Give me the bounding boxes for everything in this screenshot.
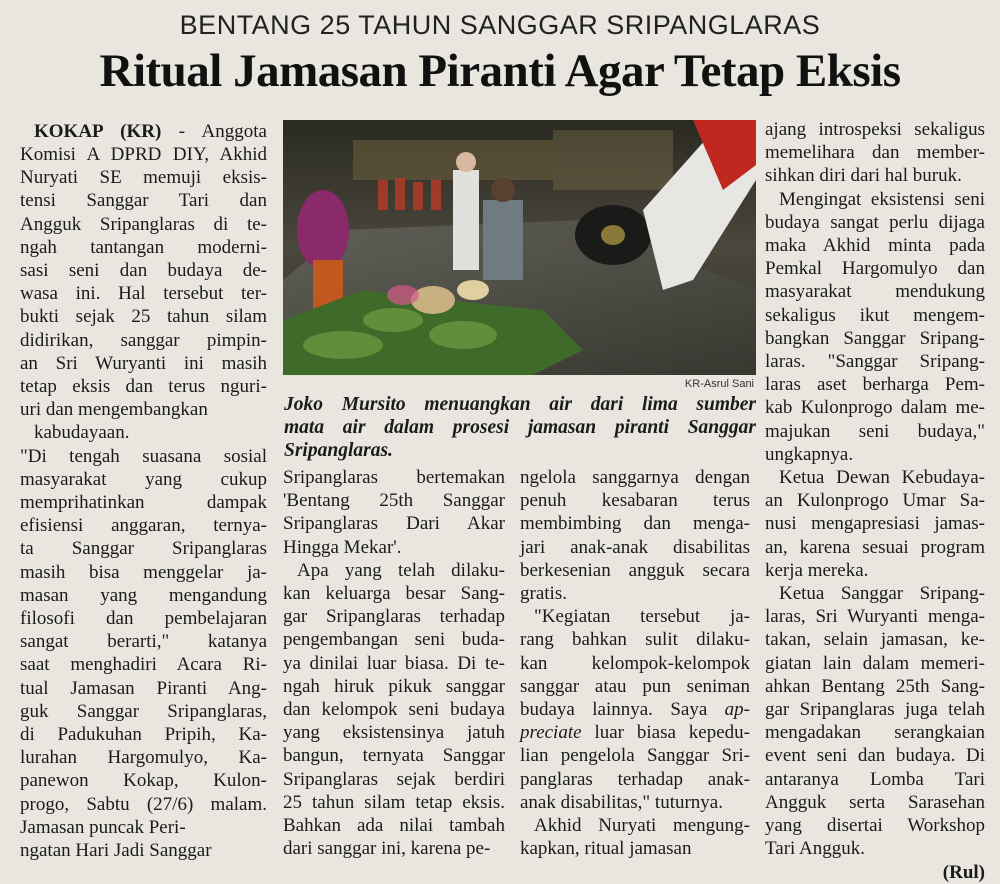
text-line: bangun, ternyata Sanggar	[283, 745, 505, 767]
text-line: Angguk serta Sarasehan	[765, 791, 985, 813]
text-line: progo, Sabtu (27/6) malam.	[20, 793, 267, 815]
text-line: ungkapnya.	[765, 443, 854, 465]
text-line: (Rul)	[942, 861, 985, 883]
text-line: masan yang mengandung	[20, 584, 267, 606]
caption-line: mata air dalam prosesi jamasan piranti Sanggar	[284, 417, 756, 438]
text-line: guk Sanggar Sripanglaras,	[20, 700, 267, 722]
text-line: an Kulonprogo Umar Sa-	[765, 490, 985, 512]
text-line: kan kelompok-kelompok	[520, 652, 750, 674]
text-line: dari sanggar ini, karena pe-	[283, 838, 491, 860]
text-line: Hingga Mekar'.	[283, 536, 402, 558]
text-line: Mengingat eksistensi seni	[779, 188, 985, 210]
caption-line: Sripanglaras.	[284, 440, 393, 461]
article-headline: Ritual Jamasan Piranti Agar Tetap Eksis	[99, 45, 901, 97]
text-line: gar Sripanglaras terhadap	[283, 606, 505, 628]
text-line: yang eksistensinya jatuh	[283, 722, 505, 744]
text-line: membimbing dan menga-	[520, 513, 750, 535]
text-line: budaya sangat perlu dijaga	[765, 211, 985, 233]
text-line: ajang introspeksi sekaligus	[765, 119, 985, 140]
text-line: Jamasan puncak Peri-	[20, 816, 186, 838]
text-line: ya dinilai luar biasa. Di te-	[283, 652, 505, 674]
text-line: Apa yang telah dilaku-	[297, 559, 505, 581]
text-line: kan keluarga besar Sang-	[283, 583, 505, 605]
text-line: majukan seni budaya,"	[765, 420, 985, 442]
text-line: maka Akhid minta pada	[765, 235, 985, 257]
text-line: gratis.	[520, 583, 567, 605]
text-line: jari anak-anak disabilitas	[520, 536, 750, 558]
text-line: antaranya Lomba Tari	[765, 768, 985, 790]
text-line: Ketua Sanggar Sripang-	[779, 583, 985, 605]
text-line: Ketua Dewan Kebudaya-	[779, 467, 985, 489]
text-line: berkesenian angguk secara	[520, 559, 750, 581]
text-line: saat menghadiri Acara Ri-	[20, 654, 267, 676]
text-line: sanggar atau pun seniman	[520, 675, 750, 697]
text-line: laras aset berharga Pem-	[765, 374, 985, 396]
text-line: gar Sripanglaras juga telah	[765, 699, 985, 721]
text-line: ngelola sanggarnya dengan	[520, 467, 750, 488]
text-line: Sripanglaras sejak berdiri	[283, 768, 505, 790]
text-line: Komisi A DPRD DIY, Akhid	[20, 144, 267, 165]
photo-credit: KR-Asrul Sani	[684, 378, 754, 390]
text-line: giatan lain dalam memeri-	[765, 652, 985, 674]
text-line: ngah hiruk pikuk sanggar	[283, 675, 505, 697]
text-line: lurahan Hargomulyo, Ka-	[20, 747, 267, 769]
text-line: sangat berarti," katanya	[20, 631, 267, 653]
text-line: dan kelompok seni budaya	[283, 699, 505, 721]
text-line: laras. "Sanggar Sripang-	[765, 351, 985, 373]
text-line: "Di tengah suasana sosial	[20, 445, 267, 467]
text-line: kab Kulonprogo dalam me-	[765, 397, 985, 419]
text-line: masih bisa menggelar ja-	[20, 561, 267, 583]
text-line: Angguk Sripanglaras di te-	[20, 213, 267, 235]
article-column-2	[283, 466, 505, 860]
text-line: an Sri Wuryanti ini masih	[20, 352, 267, 374]
text-line: sasi seni dan budaya de-	[20, 260, 267, 282]
text-line: memelihara dan member-	[765, 142, 985, 164]
text-line: anak disabilitas," tuturnya.	[520, 791, 723, 813]
caption-line: Joko Mursito menuangkan air dari lima sumber	[284, 394, 756, 415]
text-line: "Kegiatan tersebut ja-	[534, 606, 750, 628]
text-line: panglaras terhadap anak-	[520, 768, 750, 790]
text-line: Sripanglaras bertemakan	[283, 467, 505, 488]
text-line: 'Bentang 25th Sanggar	[283, 490, 505, 512]
photo-caption	[284, 393, 756, 462]
text-line: masyarakat yang cukup	[20, 468, 267, 490]
text-line: bangkan Sanggar Sripang-	[765, 327, 985, 349]
article-column-3	[520, 466, 750, 860]
text-line: kabudayaan.	[34, 422, 130, 444]
text-line: Sripanglaras Dari Akar	[283, 513, 505, 535]
text-line: ahkan Bentang 25th Sang-	[765, 675, 985, 697]
article-photo	[283, 120, 756, 375]
text-line: sihkan diri dari hal buruk.	[765, 165, 962, 187]
text-line: budaya lainnya. Saya ap-	[520, 699, 750, 721]
text-line: KOKAP (KR) - Anggota	[34, 121, 267, 142]
text-line: panewon Kokap, Kulon-	[20, 770, 267, 792]
text-line: sekaligus ikut mengem-	[765, 304, 985, 326]
text-line: ta Sanggar Sripanglaras	[20, 538, 267, 560]
text-line: pengembangan seni buda-	[283, 629, 505, 651]
text-line: lian pengelola Sanggar Sri-	[520, 745, 750, 767]
text-line: tual Jamasan Piranti Ang-	[20, 677, 267, 699]
text-line: tetap eksis dan terus nguri-	[20, 376, 267, 398]
text-line: 25 tahun silam tetap eksis.	[283, 791, 505, 813]
text-line: bukti sejak 25 tahun silam	[20, 306, 267, 328]
text-line: ngah tantangan moderni-	[20, 236, 267, 258]
text-line: yang disertai Workshop	[765, 815, 985, 837]
text-line: wasa ini. Hal tersebut ter-	[20, 283, 267, 305]
ritual-photo-illustration	[283, 120, 756, 375]
text-line: Tari Angguk.	[765, 838, 865, 860]
text-line: nusi mengapresiasi jamas-	[765, 513, 985, 535]
text-line: mengadakan serangkaian	[765, 722, 985, 744]
text-line: tensi Sanggar Tari dan	[20, 190, 267, 212]
text-line: kerja mereka.	[765, 559, 869, 581]
text-line: Akhid Nuryati mengung-	[534, 815, 750, 837]
text-line: masyarakat mendukung	[765, 281, 985, 303]
text-line: an, karena sesuai program	[765, 536, 985, 558]
text-line: ngatan Hari Jadi Sanggar	[20, 840, 212, 862]
text-line: takan, selain jamasan, ke-	[765, 629, 985, 651]
text-line: Nuryati SE memuji eksis-	[20, 167, 267, 189]
article-kicker: BENTANG 25 TAHUN SANGGAR SRIPANGLARAS	[179, 10, 821, 40]
article-column-1	[20, 120, 267, 143]
text-line: filosofi dan pembelajaran	[20, 608, 267, 630]
text-line: di Padukuhan Pripih, Ka-	[20, 724, 267, 746]
text-line: Pemkal Hargomulyo dan	[765, 258, 985, 280]
text-line: penuh kesabaran terus	[520, 490, 750, 512]
text-line: preciate luar biasa kepedu-	[520, 722, 750, 744]
text-line: kapkan, ritual jamasan	[520, 838, 692, 860]
text-line: efisiensi anggaran, ternya-	[20, 515, 267, 537]
dateline: KOKAP (KR)	[34, 121, 162, 142]
text-line: laras, Sri Wuryanti menga-	[765, 606, 985, 628]
text-line: memprihatinkan dampak	[20, 492, 267, 514]
text-line: Bahkan ada nilai tambah	[283, 815, 505, 837]
article-column-4	[765, 118, 985, 884]
text-line: rang bahkan sulit dilaku-	[520, 629, 750, 651]
text-line: event seni dan budaya. Di	[765, 745, 985, 767]
text-line: didirikan, sanggar pimpin-	[20, 329, 267, 351]
text-line: uri dan mengembangkan	[20, 399, 208, 421]
article-column-1-body	[20, 143, 267, 862]
